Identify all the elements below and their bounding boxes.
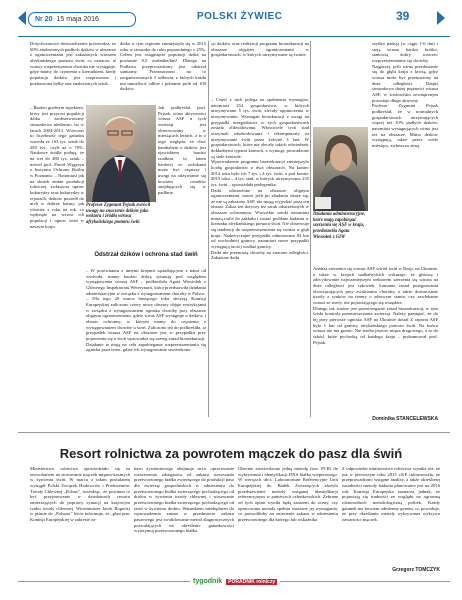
- paragraph: dzika w tym regionie zmniejszyła się w 2015 roku w stosunku do roku poprzedniego o 25%. Celem jest osiągnięcie populacji dzika na poziomie 0,5 osobnika/km². Dlatego na Podlasiu przeprowadzony jest odstrzał sanitarny. Przeznaczono na to zorganizowanych 5 odłowni, z których każda ma umożliwić odłów i pobranie prób od 100 dzików.: [120, 41, 206, 92]
- issue-date-pill: [28, 12, 136, 27]
- right-arrow-icon: [437, 11, 445, 25]
- issue-number: Nr 20: [35, 16, 53, 23]
- article1-column-4-top: [372, 41, 438, 265]
- page-number: 39: [396, 9, 410, 23]
- paragraph: Dziki nie przenoszą choroby na znaczne odległości. Zakażone dziki: [211, 249, 309, 261]
- subheading: Odstrzał dzików i ochrona stad świń: [94, 252, 198, 258]
- article1-column-3: [211, 97, 309, 417]
- article2-column-1: [30, 466, 130, 574]
- article2-column-4: [342, 466, 440, 566]
- article2-signature: Grzegorz TOMCZYK: [392, 567, 440, 573]
- paragraph: – Część z nich polega na spełnieniu wymogów, natomiast 254 gospodarstwa, w których utrzymywano 5 tys. świń, zlecały ograniczenia w utrzymywaniu. Wymagań biosekuracji z uwagi na przypadki niezgodności w tych gospodarstwach została zlikwidowana. Właściciele tych stad otrzymali odszkodowania i rekompensaty za utrzymywanie świń przez kolejne 3 lata. W gospodarstwach, które nie zlecały takich odwiedzeń, dokładnymi typami kontroli, a wymogi, prowadzone są stale kontrole.: [211, 97, 309, 159]
- article1-column-2-right: [158, 105, 206, 250]
- left-arrow-icon: [18, 11, 26, 25]
- photo2-caption: Działania administracyjne, które mają zapobiegać szerzeniu się ASF w kraju, przedstawiła Agata Wiesiołek z GIW: [313, 212, 366, 240]
- header-rule: [18, 36, 450, 37]
- article1-column-2: [120, 41, 206, 104]
- portrait-image: [313, 127, 368, 211]
- photo1-caption: Profesor Zygmunt Pejsak zwrócił uwagę na znaczenie dzików jako wektora i źródła wirusa afrykańskiego pomoru świń: [86, 203, 151, 226]
- paragraph: Dotychczasowe doświadczenie potwierdza, że 60% znalezionych padłych dzików w obszarze z ograniczeniami jest zakażonych wirusem afrykańskiego pomoru świń, co oznacza, iż wirusy rozprzestrzenia choroba nie występuje, gdyż mamy do czynienia z kierunkiem, kiedy populacja dzików jest rozproszona i pozbawiona byłby ona znalezionych sztuk.: [30, 41, 116, 86]
- paragraph: Profesor Zygmunt Pejsak podkreślał, że w normalnych gospodarstwach utrzymujących więcej niż 10% padłych dzików, natomiast występujących wirus jest też na obszarze. Mimo dzików występują, także przez wiele miesięcy, zwłaszcza zimą.: [372, 103, 438, 148]
- paragraph: szybko padają (w ciągu 1-6 dni) i sieją wirusa bardzo krótko, stanowią dobry wzorzec rozprzestrzeniania się choroby.: [372, 41, 438, 63]
- column-divider: [310, 41, 311, 417]
- official-photo: [313, 127, 368, 211]
- issue-date: 15 maja 2016: [56, 16, 99, 23]
- article1-column-3-top: [211, 41, 309, 97]
- paragraph: Najgorzej, jeśli wirus przedostanie się do głębi kraju z krwią, gdyż wirusa może być przenoszony na duże odległości. Dzięki stosunkowo dużej prężności wirusa ASF, w środowisku zewnętrznym pozostaje długo aktywny.: [372, 63, 438, 103]
- paragraph: – Bardzo groźnym aspektem, który jest przyrost populacji dzika zaobserwowany stosunkowo niedawno, bo w latach 2004-2013. Wówczas to liczebność tego gatunku wzrosła ze 163 tys. sztuk do 285 tys., czyli aż o 70%. Naukowe źródła podają, że na wet do 480 tys. sztuk – mówił prof. Paweł Węgrzyn z Instytutu Ochrony Roślin w Poznaniu. – Natomiast jak na skutek zmian produkcji rolniczej, zwłaszcza upraw kukurydzy oraz kukurydzy w rejonach, dzików poszedł do nich w dobrze karmy, jak również z roku na rok, co wpłynęło na wzrost ich populacji i ogniw świń w naszym kraju.: [30, 105, 84, 229]
- column-divider: [208, 41, 209, 417]
- paragraph: Z odpowiedzi ministerstwa rolnictwa wynika też, że już w pierwszym roku 2015 r.KE informowała, że przeprowadzono wstępne analizy, a także określonej zasadności metody badania planowanie jest na 2016 rok. Komisja Europejska zaznacza jednak, że pojawiają się trudności ze względu na ogromną różnorodność metodologiczną próbek. Każdy gatunek ma bowiem odmienny genom, co powoduje, że przy określaniu metody wykrywania wykrywa zawartości mączek.: [342, 466, 440, 522]
- paragraph: Jak podkreślał prof. Pejsak, wirus aktywności wirusa ASF u tych zwierząt jest obserwowany w miesiącach letnich, a to z tego względu, że choć kanibalizm u dzików jest zjawiskiem bardzo rzadkim, to latem bardziej ze zwłokami może być częstszy i uwagi na odżywianie się bowiem owadów znajdujących się w padlinie.: [158, 105, 206, 195]
- paragraph: Obecnie zatwierdzono jedną metodę (tzw. PCR) do wykrywania i identyfikacji DNA białka wieprzowego. W wersjach ułr.z. Laboratorium Referencyjne Unii Europejskiej ds. Białek Zwierzęcych złożyło przedstawienie metody wstępnej identyfikacji referencyjnym w państwach członkowskich. Zebrane od tych opinii wyniki będą zarazem do oceny, czy opracowana metoda spełnia stawiane jej wymagania, co pozwoliłoby na zniesienie zakazu w odniesieniu przetworzonego dla którego lub wskaźnika: [238, 466, 338, 522]
- poradnik-rolniczy-logo: PORADNIK rolniczy: [228, 578, 276, 585]
- paragraph: – Dla tego 29 marca bieżącego roku decyzją Komisji Europejskiej zaliczono cztery nowe obszary objęte restrykcjami w związku z występowaniem ogniska choroby przy obszarze objętym ograniczeniami, gdzie wirus ASF występuje u dzików, i obszar ochronny, w którym mamy do czynienia z występowaniem choroby u świń. Zaliczono też do podkreśliła, iż przypadek wirusa ASF na obszarze jest w przypadku przy pojawieniu się u świń wprowadza się szereg zasad bioasekuracji.: [86, 296, 206, 341]
- footer-logos: [190, 578, 280, 585]
- article2-headline: Resort rolnictwa za powrotem mączek do pasz dla świń: [59, 446, 403, 461]
- article2-column-3: [238, 466, 338, 574]
- paragraph: Dziki odstrzelone na obszarze objętym ograniczeniami, nawet jeśli po zbadaniu okaże się, że nie są zakażone ASF, nie mogą wyjechać poza ten obszar. Zakaz ten dotyczy też sztuk odstrzelonych w obszarze ochronnym. Wszystkie sztuki natomiast muszą trafić do zakładu i zostać poddane badaniu w kierunku afrykańskiego pomoru świń. Nie obserwuje się tendencji do rozprzestrzeniania się wirusa w głąb kraju. Nadzwyczajne przypadki odnotowano 83 km od wschodniej granicy, natomiast nowe przypadki występują raczej wzdłuż granicy.: [211, 187, 309, 250]
- portrait-image: [86, 105, 156, 202]
- paragraph: Ministerstwo rolnictwa opowiedziało się za zezwoleniem na stosowanie mączek mięsno-kostnych w żywieniu świń. W marcu z takim postulatem wystąpił Polski Związek Hodowców i Producentów Trzody Chlewnej „Polsus”, twierdząc, że powinno to być przyjmowanie w dziedzinach resortu zmierzających do poprawy sytuacji na krajowym rynku trzody chlewnej. Wiceminister Jacek Bogucki w piśmie do „Polsusu” liście informuje, że „plan prac Komisji Europejskiej w zakresie za-: [30, 466, 130, 522]
- article2-column-2: [134, 466, 234, 574]
- paragraph: Działanie te mają na celu zapobieganie rozprzestrzenianiu się ogniska poza teren, gdzie ich występowanie stwierdzono.: [86, 341, 206, 353]
- article1-column-1: [30, 41, 116, 105]
- paragraph: cji dzików oraz realizacji programu bioasekuracji na obszarze objętym ograniczeniami w gospodarstwach, w których utrzymywane są świnie.: [211, 41, 309, 58]
- article1-signature: Dominika STANCELEWSKA: [372, 416, 438, 422]
- paragraph: Dlatego tak istotne jest przestrzeganie zasad bioasekuracji, w tym ścisła kontrola przemieszczania zwierząt. Należy pamiętać, że do tej pory pierwsze ognisko ASF na Ukrainie dostał Z raportu ASF było 1 km od granicy afrykańskiego pomoru świń. Na końcu wirusa nie ma granic. Nie trzeba jeszcze mięsa drogowego, a to do szkód, które pochodzą od każdego kraju – podsumował prof. Pejsak.: [313, 305, 438, 345]
- article1-column-2b: [86, 268, 206, 416]
- paragraph: kazu żywieniowego obejmuje m.in. opracowanie rozszerzenia odstępstwa od zakazu stosowania przetworzonego białka zwierzęcego do produkcji pasz dla zwierząt gospodarskich w odniesieniu do przetworzonego białka zwierzęcego pochodzącego od drobiu w żywieniu trzody chlewnej i stosowanie przetworzonego białka zwierzęcego pochodzącego od świń w żywieniu drobiu. Warunkiem niezbędnym do wprowadzenia zmian w przedmiocie zakazu paszowego jest zwalidowanie metod diagnostycznych pozwalających na określenie gatunkowości wytrzymuj przetworzonego białka.: [134, 466, 234, 534]
- paragraph: Analiza szerzenia się wirusa ASF wśród świń w Rosji, na Ukrainie, a także w krajach nadbałtyckich wskazuje, że główną i zdecydowanie najważniejszym wektorem szerzenia się wirusa na duże odległości jest człowiek. Łamanie zasad postępowania obowiązujących przy zwalczaniu choroby, a także dostarczanie trzody z rynków na tereny o zdrowym stanie, czy zawlekanie wirusa ze strefy, nie pojawiającego się wszędzie.: [313, 266, 438, 305]
- paragraph: Wprowadzenie programu bioasekuracji zmniejszyło liczbę gospodarstw o dwa obszarach. Na koniec 2014 roku było ich 7 tys. i 4 tys. świń, a pod koniec 2015 roku – 4 tys. stad, w których utrzymywano 235 tys. świń – opowiadała prelegentka.: [211, 159, 309, 187]
- article1-column-4: [313, 266, 438, 414]
- tygodnik-logo: tygodnik: [193, 578, 223, 585]
- section-title: POLSKI ŻYWIEC: [197, 11, 283, 22]
- paragraph: – W porównaniu z innymi krajami sąsiadującymi z nami od wschodu, mamy bardzo dobrą sytuację pod względem występowania wirusa ASF – podkreślała Agata Wiesiołek z Głównego Inspektoratu Weterynarii, która przedstawiła działania administracyjne w związku z występowaniem choroby w Polsce.: [86, 268, 206, 296]
- article1-column-1-continued: [30, 105, 84, 375]
- professor-photo: [86, 105, 156, 202]
- article-separator: [18, 432, 450, 433]
